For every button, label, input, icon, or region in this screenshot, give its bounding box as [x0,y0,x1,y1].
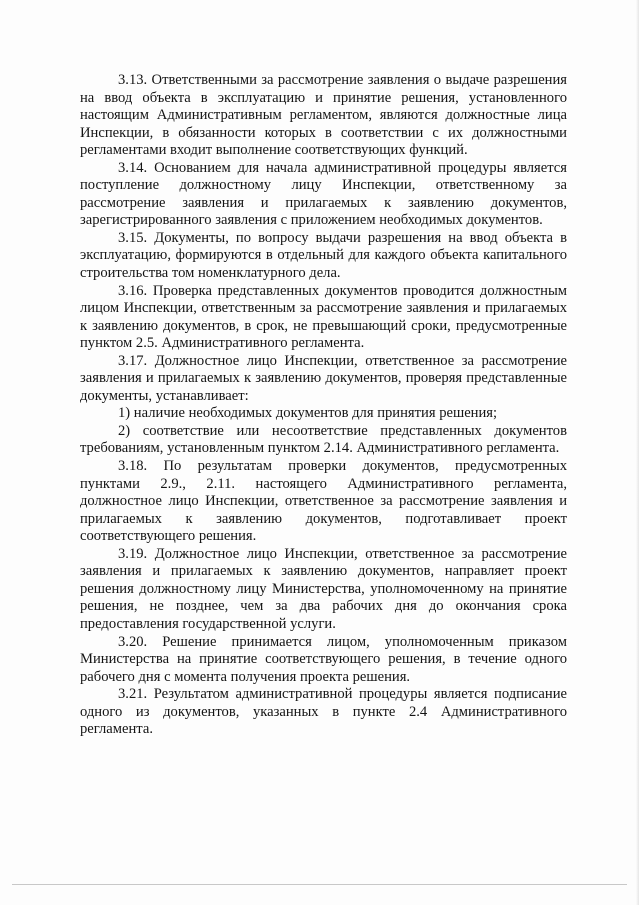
paragraph-3-13: 3.13. Ответственными за рассмотрение заявления о выдаче разрешения на ввод объекта в эксплуатацию и принятие решения, установленного настоящим Административным регламентом, являются должностные лица Инспекции, в обязанности которых в соответствии с их должностными регламентами входит выполнение соответствующих функций. [80,72,567,159]
paragraph-3-16: 3.16. Проверка представленных документов проводится должностным лицом Инспекции, ответственным за рассмотрение заявления и прилагаемых к заявлению документов, в срок, не превышающий сроки, предусмотренные пунктом 2.5. Административного регламента. [80,282,567,352]
list-item-2: 2) соответствие или несоответствие представленных документов требованиям, установленным пунктом 2.14. Административного регламента. [80,422,567,457]
paragraph-3-18: 3.18. По результатам проверки документов, предусмотренных пунктами 2.9., 2.11. настоящего Административного регламента, должностное лицо Инспекции, ответственное за рассмотрение заявления и прилагаемых к заявлению документов, подготавливает проект соответствующего решения. [80,458,567,545]
scan-bottom-line [12,884,627,885]
list-item-1: 1) наличие необходимых документов для принятия решения; [118,405,498,422]
document-body [80,72,567,739]
paragraph-3-15: 3.15. Документы, по вопросу выдачи разрешения на ввод объекта в эксплуатацию, формируются в отдельный для каждого объекта капитального строительства том номенклатурного дела. [80,229,567,282]
paragraph-3-20: 3.20. Решение принимается лицом, уполномоченным приказом Министерства на принятие соответствующего решения, в течение одного рабочего дня с момента получения проекта решения. [80,633,567,685]
paragraph-3-21: 3.21. Результатом административной процедуры является подписание одного из документов, указанных в пункте 2.4 Административного регламента. [80,686,567,738]
paragraph-3-19: 3.19. Должностное лицо Инспекции, ответственное за рассмотрение заявления и прилагаемых к заявлению документов, направляет проект решения должностному лицу Министерства, уполномоченному на принятие решения, не позднее, чем за два рабочих дня до окончания срока предоставления государственной услуги. [80,545,567,632]
paragraph-3-17: 3.17. Должностное лицо Инспекции, ответственное за рассмотрение заявления и прилагаемых к заявлению документов, проверяя представленные документы, устанавливает: [80,352,567,404]
paragraph-3-14: 3.14. Основанием для начала административной процедуры является поступление должностному лицу Инспекции, ответственному за рассмотрение заявления и прилагаемых к заявлению документов, зарегистрированного заявления с приложением необходимых документов. [80,159,567,229]
